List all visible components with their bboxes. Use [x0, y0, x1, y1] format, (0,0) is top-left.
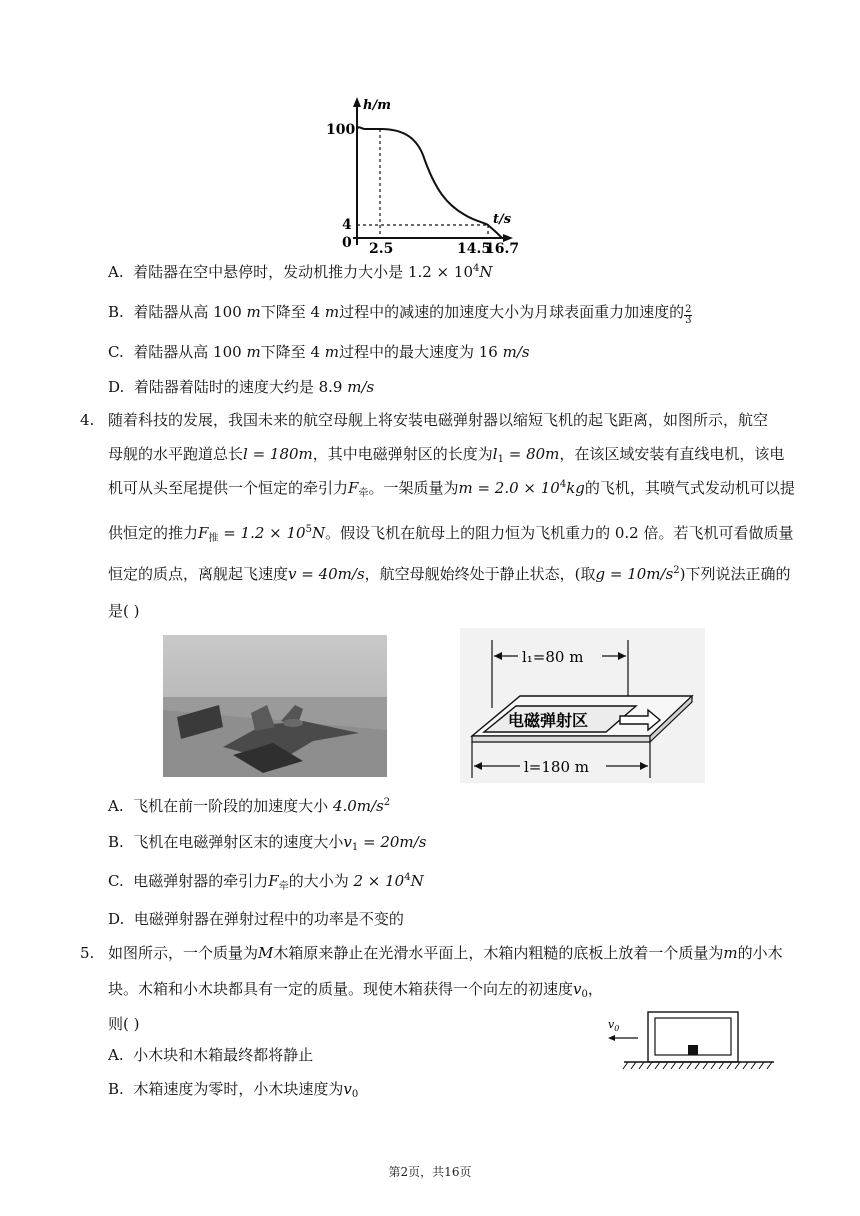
origin-label: 0	[342, 235, 352, 251]
q4-option-b[interactable]: B. 飞机在电磁弹射区末的速度大小$v_1 = 20m/s$	[108, 833, 427, 853]
q3-option-b[interactable]: B. 着陆器从高 100 m下降至 4 m过程中的减速的加速度大小为月球表面重力加速度的 $\frac{2}{3}$	[108, 303, 692, 326]
q3-option-d[interactable]: D. 着陆器着陆时的速度大约是 8.9 m/s	[108, 378, 375, 396]
option-letter: A.	[108, 797, 124, 815]
y-axis-label: h/m	[363, 98, 391, 113]
q3-option-c[interactable]: C. 着陆器从高 100 m下降至 4 m过程中的最大速度为 16 m/s	[108, 343, 530, 361]
q5-stem-line-3: 则( )	[108, 1015, 140, 1033]
option-letter: D.	[108, 910, 125, 928]
q4-stem-line-1: 随着科技的发展，我国未来的航空母舰上将安装电磁弹射器以缩短飞机的起飞距离，如图所示，航空	[108, 411, 769, 429]
q5-number: 5.	[80, 944, 95, 962]
x-axis-label: t/s	[493, 212, 512, 227]
option-letter: B.	[108, 1080, 124, 1098]
carrier-photo	[163, 635, 387, 777]
q5-stem-line-1: 如图所示，一个质量为M木箱原来静止在光滑水平面上，木箱内粗糙的底板上放着一个质量为m的小木	[108, 944, 783, 962]
box-diagram	[604, 1008, 794, 1073]
option-letter: A.	[108, 1046, 124, 1064]
q5-stem-line-2: 块。木箱和小木块都具有一定的质量。现使木箱获得一个向左的初速度$v_0$，	[108, 980, 603, 1000]
l-label: l=180 m	[524, 758, 589, 776]
l1-label: l₁=80 m	[522, 648, 584, 666]
option-letter: C.	[108, 872, 124, 890]
zone-label: 电磁弹射区	[508, 711, 589, 730]
height-time-graph	[325, 95, 520, 257]
y-tick-4: 4	[342, 217, 352, 233]
q3-option-a[interactable]: A. 着陆器在空中悬停时，发动机推力大小是 $1.2 \times 10^4N$	[108, 263, 493, 281]
page-footer: 第2页，共16页	[388, 1165, 472, 1179]
q4-option-c[interactable]: C. 电磁弹射器的牵引力$F_牵$的大小为 $2 \times 10^4N$	[108, 872, 424, 892]
y-tick-100: 100	[326, 122, 356, 138]
x-tick-16-7: 16.7	[485, 241, 520, 257]
q4-stem-line-3: 机可从头至尾提供一个恒定的牵引力$F_牵$。一架质量为$m = 2.0 \times 10^4kg$的飞机，其喷气式发动机可以提	[108, 479, 795, 499]
q4-option-a[interactable]: A. 飞机在前一阶段的加速度大小 $4.0m/s^2$	[108, 797, 391, 815]
fraction: $\frac{2}{3}$	[685, 304, 692, 326]
q4-stem-line-6: 是( )	[108, 602, 140, 620]
q5-option-a[interactable]: A. 小木块和木箱最终都将静止	[108, 1046, 314, 1064]
option-letter: B.	[108, 303, 124, 321]
q4-stem-line-5: 恒定的质点，离舰起飞速度v = 40m/s，航空母舰始终处于静止状态，(取$g = 10m/s^2$)下列说法正确的	[108, 565, 791, 583]
option-letter: A.	[108, 263, 124, 281]
option-letter: D.	[108, 378, 125, 396]
runway-diagram	[460, 628, 705, 783]
q4-stem-line-4: 供恒定的推力$F_推 = 1.2 \times 10^5N$。假设飞机在航母上的阻力恒为飞机重力的 0.2 倍。若飞机可看做质量	[108, 524, 794, 544]
option-letter: C.	[108, 343, 124, 361]
velocity-label: $v_0$	[608, 1018, 620, 1033]
x-tick-2-5: 2.5	[369, 241, 394, 257]
q5-option-b[interactable]: B. 木箱速度为零时，小木块速度为$v_0$	[108, 1080, 359, 1100]
option-letter: B.	[108, 833, 124, 851]
x-tick-14-5: 14.5	[457, 241, 492, 257]
q4-stem-line-2: 母舰的水平跑道总长l = 180m，其中电磁弹射区的长度为$l_1 = 80m$，在该区域安装有直线电机，该电	[108, 445, 785, 465]
q4-number: 4.	[80, 411, 95, 429]
q4-option-d[interactable]: D. 电磁弹射器在弹射过程中的功率是不变的	[108, 910, 404, 928]
